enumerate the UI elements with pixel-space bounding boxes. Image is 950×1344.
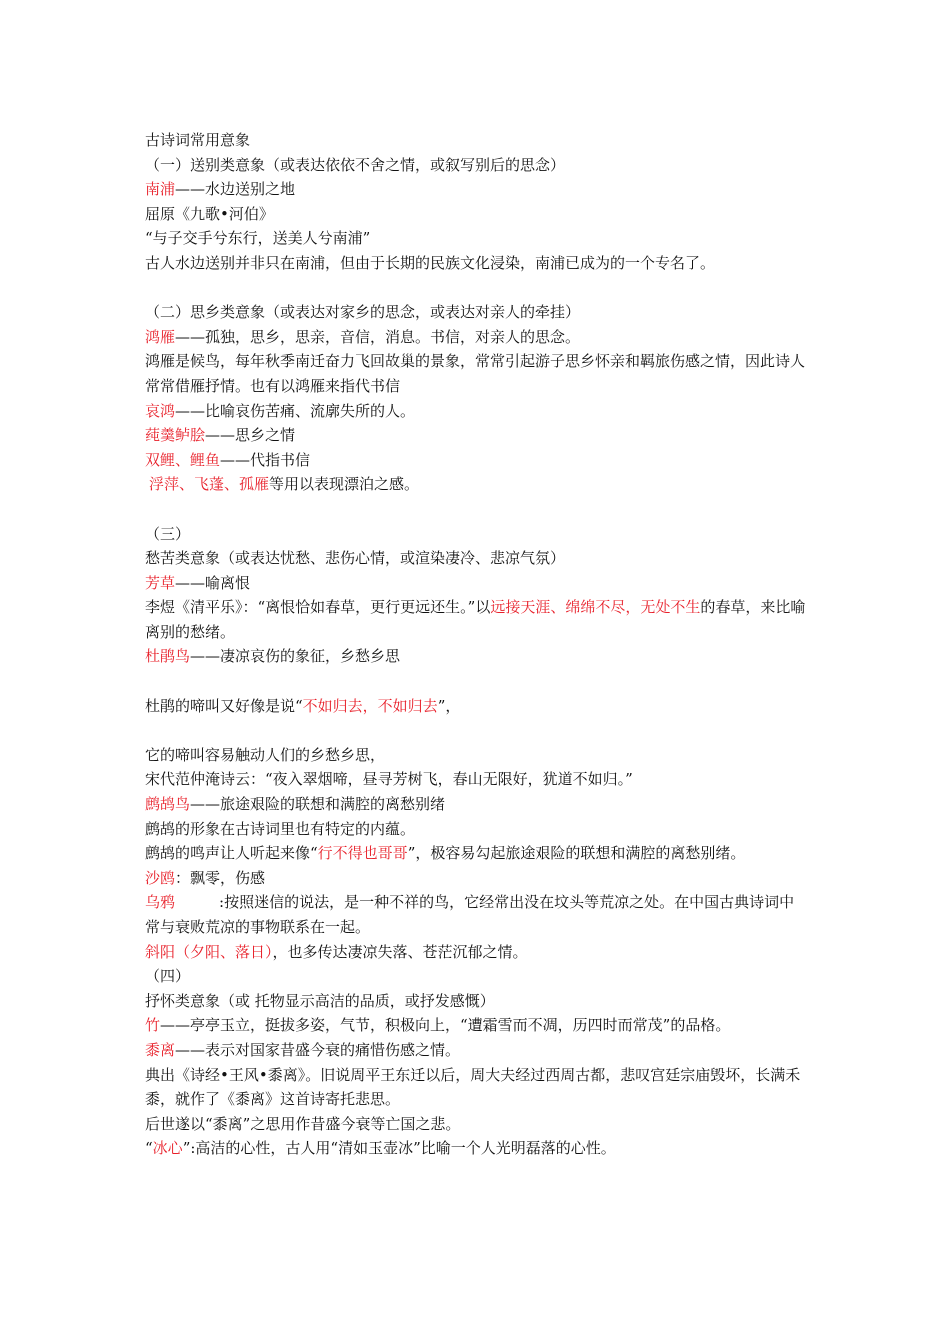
term-shuangli: 双鲤、鲤鱼 xyxy=(145,450,221,469)
section-2-heading: （二）思乡类意象（或表达对家乡的思念，或表达对亲人的牵挂） xyxy=(145,303,581,322)
section-3-number: （三） xyxy=(145,524,191,543)
def-fangcao: ——喻离恨 xyxy=(175,573,251,592)
section-4-heading: 抒怀类意象（或 托物显示高洁的品质，或抒发感慨） xyxy=(145,991,495,1010)
entry-bingxin xyxy=(145,1136,815,1161)
document-body xyxy=(145,128,815,1161)
term-shuli: 黍离 xyxy=(145,1040,176,1059)
note-dujuan-call xyxy=(145,694,815,719)
def-shuangli: ——代指书信 xyxy=(220,450,311,469)
entry-wuya xyxy=(145,890,795,939)
term-shaou: 沙鸥 xyxy=(145,868,176,887)
spacer xyxy=(145,718,815,743)
dujuan-highlight: 不如归去，不如归去 xyxy=(302,696,438,715)
def-zhegu: ——旅途艰险的联想和满腔的离愁别绪 xyxy=(190,795,446,814)
def-fuping: 等用以表现漂泊之感。 xyxy=(269,475,420,494)
spacer xyxy=(145,497,815,522)
entry-shuli xyxy=(145,1038,815,1063)
entry-zhu xyxy=(145,1013,815,1038)
term-dujuan: 杜鹃鸟 xyxy=(145,647,191,666)
term-fuping: 浮萍、飞蓬、孤雁 xyxy=(149,475,270,494)
section-3-heading: 愁苦类意象（或表达忧愁、悲伤心情，或渲染凄冷、悲凉气氛） xyxy=(145,549,566,568)
entry-aihong xyxy=(145,399,815,424)
term-hongyan: 鸿雁 xyxy=(145,327,176,346)
liyu-text-a: 李煜《清平乐》：“离恨恰如春草，更行更远还生。”以 xyxy=(145,598,491,617)
zhegu-text-a: 鹧鸪的鸣声让人听起来像“ xyxy=(145,844,318,863)
term-chunlu: 莼羹鲈脍 xyxy=(145,426,206,445)
note-nanpu: 古人水边送别并非只在南浦，但由于长期的民族文化浸染，南浦已成为的一个专名了。 xyxy=(145,253,716,272)
liyu-highlight: 远接天涯、绵绵不尽，无处不生 xyxy=(490,598,701,617)
entry-shuangli xyxy=(145,448,815,473)
def-wuya: :按照迷信的说法，是一种不祥的鸟，它经常出没在坟头等荒凉之处。在中国古典诗词中常与衰败荒凉的事物联系在一起。 xyxy=(145,893,795,936)
term-zhu: 竹 xyxy=(145,1016,161,1035)
spacer xyxy=(145,669,815,694)
entry-xieyang xyxy=(145,940,815,965)
entry-shaou xyxy=(145,866,815,891)
term-fangcao: 芳草 xyxy=(145,573,176,592)
term-aihong: 哀鸿 xyxy=(145,401,176,420)
note-zhegu-call xyxy=(145,841,815,866)
term-nanpu: 南浦 xyxy=(145,180,176,199)
entry-fangcao xyxy=(145,571,815,596)
note-zhegu: 鹧鸪的形象在古诗词里也有特定的内蕴。 xyxy=(145,819,416,838)
dujuan-text-a: 杜鹃的啼叫又好像是说“ xyxy=(145,696,303,715)
bingxin-open: “ xyxy=(145,1139,153,1158)
note-hongyan: 鸿雁是候鸟，每年秋季南迁奋力飞回故巢的景象，常常引起游子思乡怀亲和羁旅伤感之情，因此诗人常常借雁抒情。也有以鸿雁来指代书信 xyxy=(145,352,806,395)
def-xieyang: ，也多传达凄凉失落、苍茫沉郁之情。 xyxy=(272,942,528,961)
entry-zhegu xyxy=(145,792,815,817)
note-liyu xyxy=(145,595,815,644)
note-dujuan: 它的啼叫容易触动人们的乡愁乡思， xyxy=(145,745,386,764)
entry-hongyan xyxy=(145,325,815,350)
entry-nanpu xyxy=(145,177,815,202)
term-zhegu: 鹧鸪鸟 xyxy=(145,795,191,814)
section-1-heading: （一）送别类意象（或表达依依不舍之情，或叙写别后的思念） xyxy=(145,155,566,174)
def-nanpu: ——水边送别之地 xyxy=(175,180,296,199)
term-wuya: 乌鸦 xyxy=(145,893,176,912)
source-line: 屈原《九歌•河伯》 xyxy=(145,204,274,223)
entry-fuping xyxy=(145,472,815,497)
quote-fan: 宋代范仲淹诗云：“夜入翠烟啼，昼寻芳树飞，春山无限好，犹道不如归。” xyxy=(145,770,633,789)
term-xieyang: 斜阳（夕阳、落日） xyxy=(145,942,273,961)
def-dujuan: ——凄凉哀伤的象征，乡愁乡思 xyxy=(190,647,401,666)
def-zhu: ——亭亭玉立，挺拔多姿，气节，积极向上，“遭霜雪而不凋，历四时而常茂”的品格。 xyxy=(160,1016,731,1035)
term-bingxin: 冰心 xyxy=(152,1139,183,1158)
zhegu-highlight: 行不得也哥哥 xyxy=(317,844,408,863)
def-aihong: ——比喻哀伤苦痛、流廓失所的人。 xyxy=(175,401,416,420)
note-shuli-later: 后世遂以“黍离”之思用作昔盛今衰等亡国之悲。 xyxy=(145,1114,461,1133)
note-shuli: 典出《诗经•王风•黍离》。旧说周平王东迁以后，周大夫经过西周古都，悲叹宫廷宗庙毁坏，长满禾黍，就作了《黍离》这首诗寄托悲思。 xyxy=(145,1065,801,1109)
def-hongyan: ——孤独，思乡，思亲，音信，消息。书信，对亲人的思念。 xyxy=(175,327,581,346)
def-shaou: ：飘零，伤感 xyxy=(175,868,266,887)
def-shuli: ——表示对国家昔盛今衰的痛惜伤感之情。 xyxy=(175,1040,461,1059)
entry-dujuan xyxy=(145,644,815,669)
dujuan-text-b: ”， xyxy=(437,696,461,715)
def-chunlu: ——思乡之情 xyxy=(205,426,296,445)
entry-chunlu xyxy=(145,423,815,448)
zhegu-text-b: ”，极容易勾起旅途艰险的联想和满腔的离愁别绪。 xyxy=(407,844,746,863)
liyu-text-b: 的春草，来比喻离别的愁绪。 xyxy=(145,598,806,641)
spacer xyxy=(145,276,815,301)
quote-line: “与子交手兮东行，送美人兮南浦” xyxy=(145,229,371,248)
doc-title: 古诗词常用意象 xyxy=(145,131,251,149)
section-4-number: （四） xyxy=(145,967,191,986)
def-bingxin: ”:高洁的心性，古人用“清如玉壶冰”比喻一个人光明磊落的心性。 xyxy=(182,1139,616,1158)
